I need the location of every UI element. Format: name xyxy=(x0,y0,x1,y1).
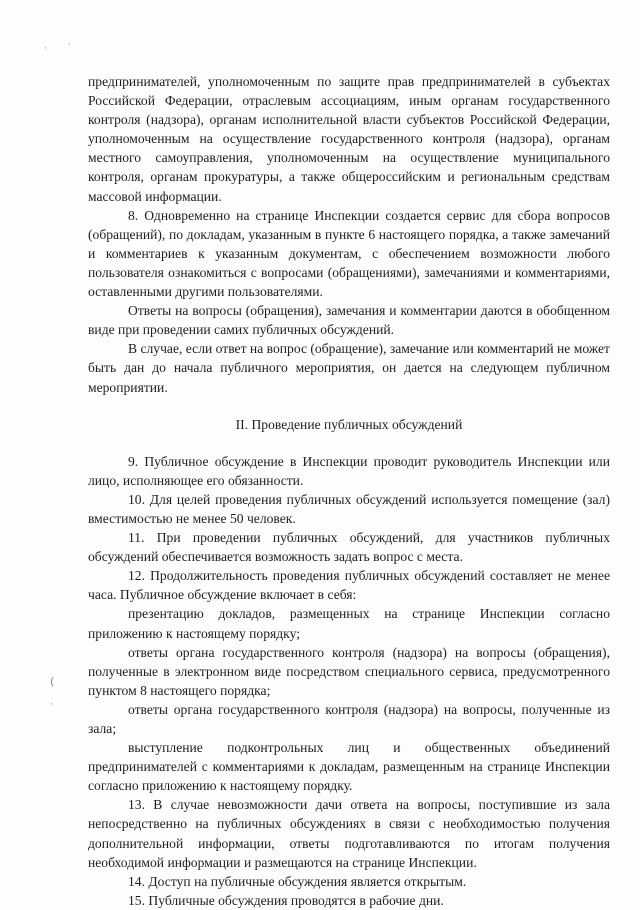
paragraph-11: 11. При проведении публичных обсуждений, для участников публичных обсуждений обеспечивается возможность задать вопрос с места. xyxy=(88,530,610,565)
paragraph-15: 15. Публичные обсуждения проводятся в рабочие дни. xyxy=(128,892,444,908)
paragraph-12: 12. Продолжительность проведения публичных обсуждений составляет не менее часа. Публичное обсуждение включает в себя: xyxy=(88,568,610,603)
list-item-hall-answers: ответы органа государственного контроля (надзора) на вопросы, полученные из зала; xyxy=(88,701,610,736)
paragraph-deferred-answer: В случае, если ответ на вопрос (обращение), замечание или комментарий не может быть дан до начала публичного мероприятия, он дается на следующем публичном мероприятии. xyxy=(88,341,610,395)
paragraph-9: 9. Публичное обсуждение в Инспекции проводит руководитель Инспекции или лицо, исполняющее его обязанности. xyxy=(88,453,610,488)
paragraph-answers: Ответы на вопросы (обращения), замечания и комментарии даются в обобщенном виде при проведении самих публичных обсуждений. xyxy=(88,303,610,338)
scan-speck: · xyxy=(68,40,71,50)
list-item-speeches: выступление подконтрольных лиц и общественных объединений предпринимателей с комментариями к докладам, размещенным на странице Инспекции согласно приложению к настоящему порядку. xyxy=(88,740,610,794)
paragraph-10: 10. Для целей проведения публичных обсуждений используется помещение (зал) вместимостью не менее 50 человек. xyxy=(88,491,610,526)
scan-margin-mark: ( xyxy=(50,675,55,688)
document-body xyxy=(88,72,610,910)
paragraph-8: 8. Одновременно на странице Инспекции создается сервис для сбора вопросов (обращений), по докладам, указанным в пункте 6 настоящего порядка, а также замечаний и комментариев к указанным документам, с обеспечением возможности любого пользователя ознакомиться с вопросами (обращениями), замечаниями и комментариями, оставленными другими пользователями. xyxy=(88,207,610,300)
scan-speck: · xyxy=(50,700,53,710)
list-item-electronic-answers: ответы органа государственного контроля (надзора) на вопросы (обращения), полученные в электронном виде посредством специального сервиса, предусмотренного пунктом 8 настоящего порядка; xyxy=(88,644,610,698)
paragraph-7-continuation: предпринимателей, уполномоченным по защите прав предпринимателей в субъектах Российской Федерации, отраслевым ассоциациям, иным органам государственного контроля (надзора), органам исполнительной власти субъектов Российской Федерации, уполномоченным на осуществление государственного контроля (надзора), органам местного самоуправления, уполномоченным на осуществление муниципального контроля, органам прокуратуры, а также общероссийским и региональным средствам массовой информации. xyxy=(88,74,610,204)
list-item-presentation: презентацию докладов, размещенных на странице Инспекции согласно приложению к настоящему порядку; xyxy=(88,606,610,641)
scan-speck: · xyxy=(44,44,47,54)
paragraph-13: 13. В случае невозможности дачи ответа на вопросы, поступившие из зала непосредственно на публичных обсуждениях в связи с необходимостью получения дополнительной информации, ответы подготавливаются по итогам получения необходимой информации и размещаются на странице Инспекции. xyxy=(88,797,610,870)
paragraph-14: 14. Доступ на публичные обсуждения является открытым. xyxy=(128,873,467,889)
section-heading: II. Проведение публичных обсуждений xyxy=(235,416,463,432)
